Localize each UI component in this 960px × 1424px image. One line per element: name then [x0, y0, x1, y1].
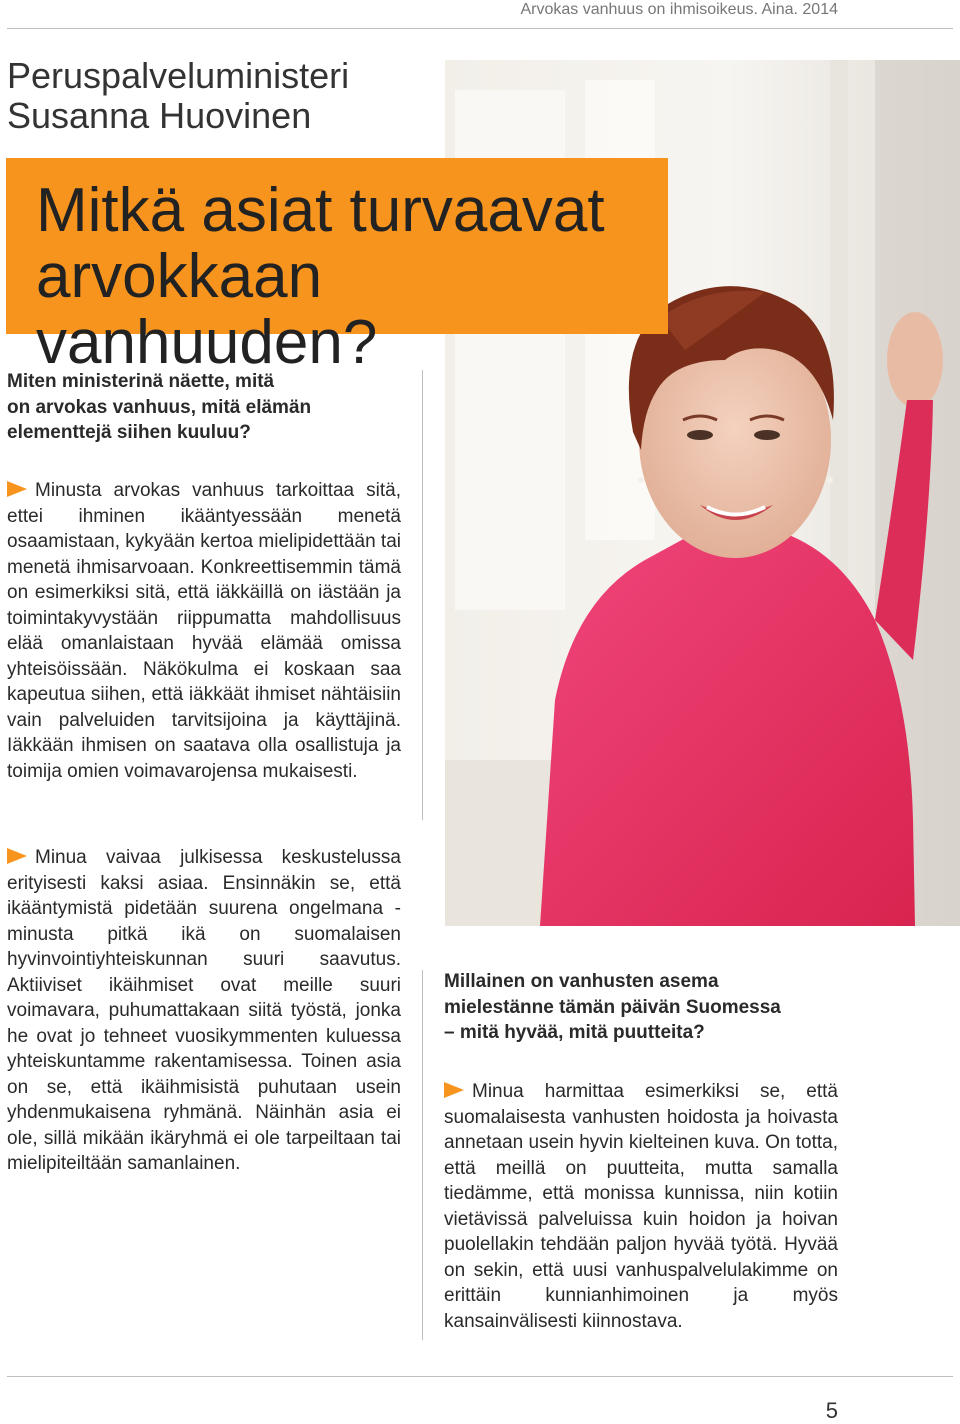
answer-paragraph-3 — [444, 1079, 838, 1334]
main-headline — [36, 178, 668, 376]
answer-paragraph-1 — [7, 478, 401, 784]
question-1-line-1: Miten ministerinä näette, mitä — [7, 371, 275, 392]
arrow-right-icon — [7, 848, 27, 864]
minister-title: Peruspalveluministeri — [7, 55, 350, 96]
arrow-right-icon — [444, 1082, 464, 1098]
footer-divider — [7, 1376, 953, 1377]
header-divider — [7, 28, 953, 29]
minister-person: Susanna Huovinen — [7, 95, 312, 136]
answer-paragraph-2 — [7, 845, 401, 1177]
answer-2-text: Minua vaivaa julkisessa keskustelussa erityisesti kaksi asiaa. Ensinnäkin se, että ikääntymistä pidetään suurena ongelmana - minusta pitkä ikä on suomalaisen hyvinvointiyhteiskunnan suuri saavutus. Aktiiviset ikäihmiset ovat meille suuri voimavara, puhumattakaan siitä työstä, jonka he ovat jo tehneet vuosikymmenten kuluessa yhteiskuntamme rakentamisessa. Toinen asia on se, että ikäihmisistä puhutaan usein yhdenmukaisena ryhmänä. Näinhän asia ei ole, sillä mikään ikäryhmä ei ole tarpeiltaan tai mielipiteiltään samanlainen. — [7, 847, 401, 1174]
headline-line-2: arvokkaan vanhuuden? — [36, 242, 378, 377]
page-number: 5 — [825, 1398, 838, 1423]
answer-3-text: Minua harmittaa esimerkiksi se, että suomalaisesta vanhusten hoidosta ja hoivasta annetaan usein hyvin kielteinen kuva. On totta, että meillä on puutteita, mutta samalla tiedämme, että monissa kunnissa, niin kotiin vietävissä palveluissa kuin hoidon ja hoivan puolellakin tehdään paljon hyvää työtä. Hyvää on sekin, että uusi vanhuspalvelulakimme on erittäin kunnianhimoinen ja myös kansainvälisesti kiinnostava. — [444, 1081, 838, 1332]
arrow-right-icon — [7, 481, 27, 497]
running-title: Arvokas vanhuus on ihmisoikeus. Aina. 2014 — [520, 1, 838, 18]
question-2-line-1: Millainen on vanhusten asema — [444, 971, 719, 992]
question-2-line-2: mielestänne tämän päivän Suomessa — [444, 996, 781, 1018]
question-2-line-3: – mitä hyvää, mitä puutteita? — [444, 1022, 705, 1043]
question-1-line-2: on arvokas vanhuus, mitä elämän — [7, 396, 312, 418]
headline-line-1: Mitkä asiat turvaavat — [36, 176, 605, 245]
column-divider-right — [422, 970, 423, 1340]
headline-box — [6, 158, 668, 377]
answer-1-text: Minusta arvokas vanhuus tarkoittaa sitä, ettei ihminen ikääntyessään menetä osaamistaan, kykyään kertoa mielipidettään tai menetä ihmisarvoaan. Konkreettisemmin tämä on esimerkiksi sitä, että iäkkäillä on iästään ja toimintakyvystään riippumatta mahdollisuus elää omanlaistaan hyvää elämää omissa yhteisöissään. Näkökulma ei koskaan saa kapeutua siihen, että iäkkäät ihmiset nähtäisiin vain palveluiden tarvitsijoina ja käyttäjinä. Iäkkään ihmisen on saatava olla osallistuja ja toimija omien voimavarojensa mukaisesti. — [7, 480, 401, 782]
interview-question-2 — [444, 969, 864, 1046]
interview-question-1 — [7, 369, 407, 446]
minister-name — [7, 56, 437, 136]
question-1-line-3: elementtejä siihen kuuluu? — [7, 422, 251, 443]
column-divider-left — [422, 370, 423, 820]
